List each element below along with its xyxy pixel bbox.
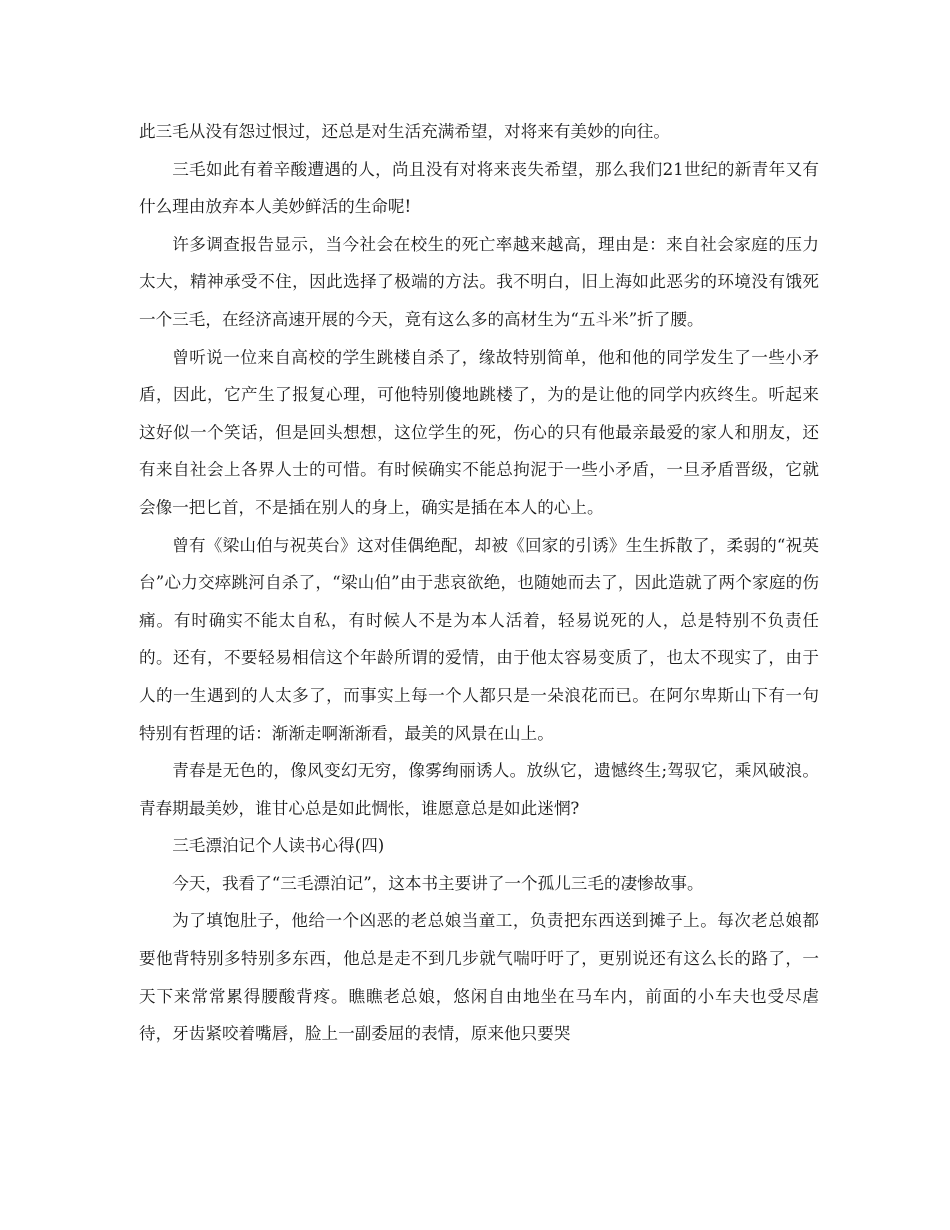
paragraph: 青春是无色的，像风变幻无穷，像雾绚丽诱人。放纵它，遗憾终生;驾驭它，乘风破浪。青春期最美妙，谁甘心总是如此惆怅，谁愿意总是如此迷惘?: [139, 761, 819, 818]
paragraph: 许多调查报告显示，当今社会在校生的死亡率越来越高，理由是：来自社会家庭的压力太大，精神承受不住，因此选择了极端的方法。我不明白，旧上海如此恶劣的环境没有饿死一个三毛，在经济高速开展的今天，竟有这么多的高材生为“五斗米”折了腰。: [139, 234, 819, 329]
paragraph: 曾有《梁山伯与祝英台》这对佳偶绝配，却被《回家的引诱》生生拆散了，柔弱的“祝英台”心力交瘁跳河自杀了，“梁山伯”由于悲哀欲绝，也随她而去了，因此造就了两个家庭的伤痛。有时确实不能太自私，有时候人不是为本人活着，轻易说死的人，总是特别不负责任的。还有，不要轻易相信这个年龄所谓的爱情，由于他太容易变质了，也太不现实了，由于人的一生遇到的人太多了，而事实上每一个人都只是一朵浪花而已。在阿尔卑斯山下有一句特别有哲理的话：渐渐走啊渐渐看，最美的风景在山上。: [139, 535, 819, 743]
paragraph: 为了填饱肚子，他给一个凶恶的老总娘当童工，负责把东西送到摊子上。每次老总娘都要他背特别多特别多东西，他总是走不到几步就气喘吁吁了，更别说还有这么长的路了，一天下来常常累得腰酸背疼。瞧瞧老总娘，悠闲自由地坐在马车内，前面的小车夫也受尽虐待，牙齿紧咬着嘴唇，脸上一副委屈的表情，原来他只要哭: [139, 911, 819, 1044]
paragraph: 曾听说一位来自高校的学生跳楼自杀了，缘故特别简单，他和他的同学发生了一些小矛盾，因此，它产生了报复心理，可他特别傻地跳楼了，为的是让他的同学内疚终生。听起来这好似一个笑话，但是回头想想，这位学生的死，伤心的只有他最亲最爱的家人和朋友，还有来自社会上各界人士的可惜。有时候确实不能总拘泥于一些小矛盾，一旦矛盾晋级，它就会像一把匕首，不是插在别人的身上，确实是插在本人的心上。: [139, 347, 819, 517]
paragraph: 今天，我看了“三毛漂泊记”，这本书主要讲了一个孤儿三毛的凄惨故事。: [172, 873, 704, 893]
paragraph: 此三毛从没有怨过恨过，还总是对生活充满希望，对将来有美妙的向往。: [139, 122, 670, 141]
paragraph: 三毛如此有着辛酸遭遇的人，尚且没有对将来丧失希望，那么我们21世纪的新青年又有什么理由放弃本人美妙鲜活的生命呢!: [139, 159, 819, 217]
section-heading: 三毛漂泊记个人读书心得(四): [172, 836, 385, 856]
document-body: [139, 113, 819, 1053]
